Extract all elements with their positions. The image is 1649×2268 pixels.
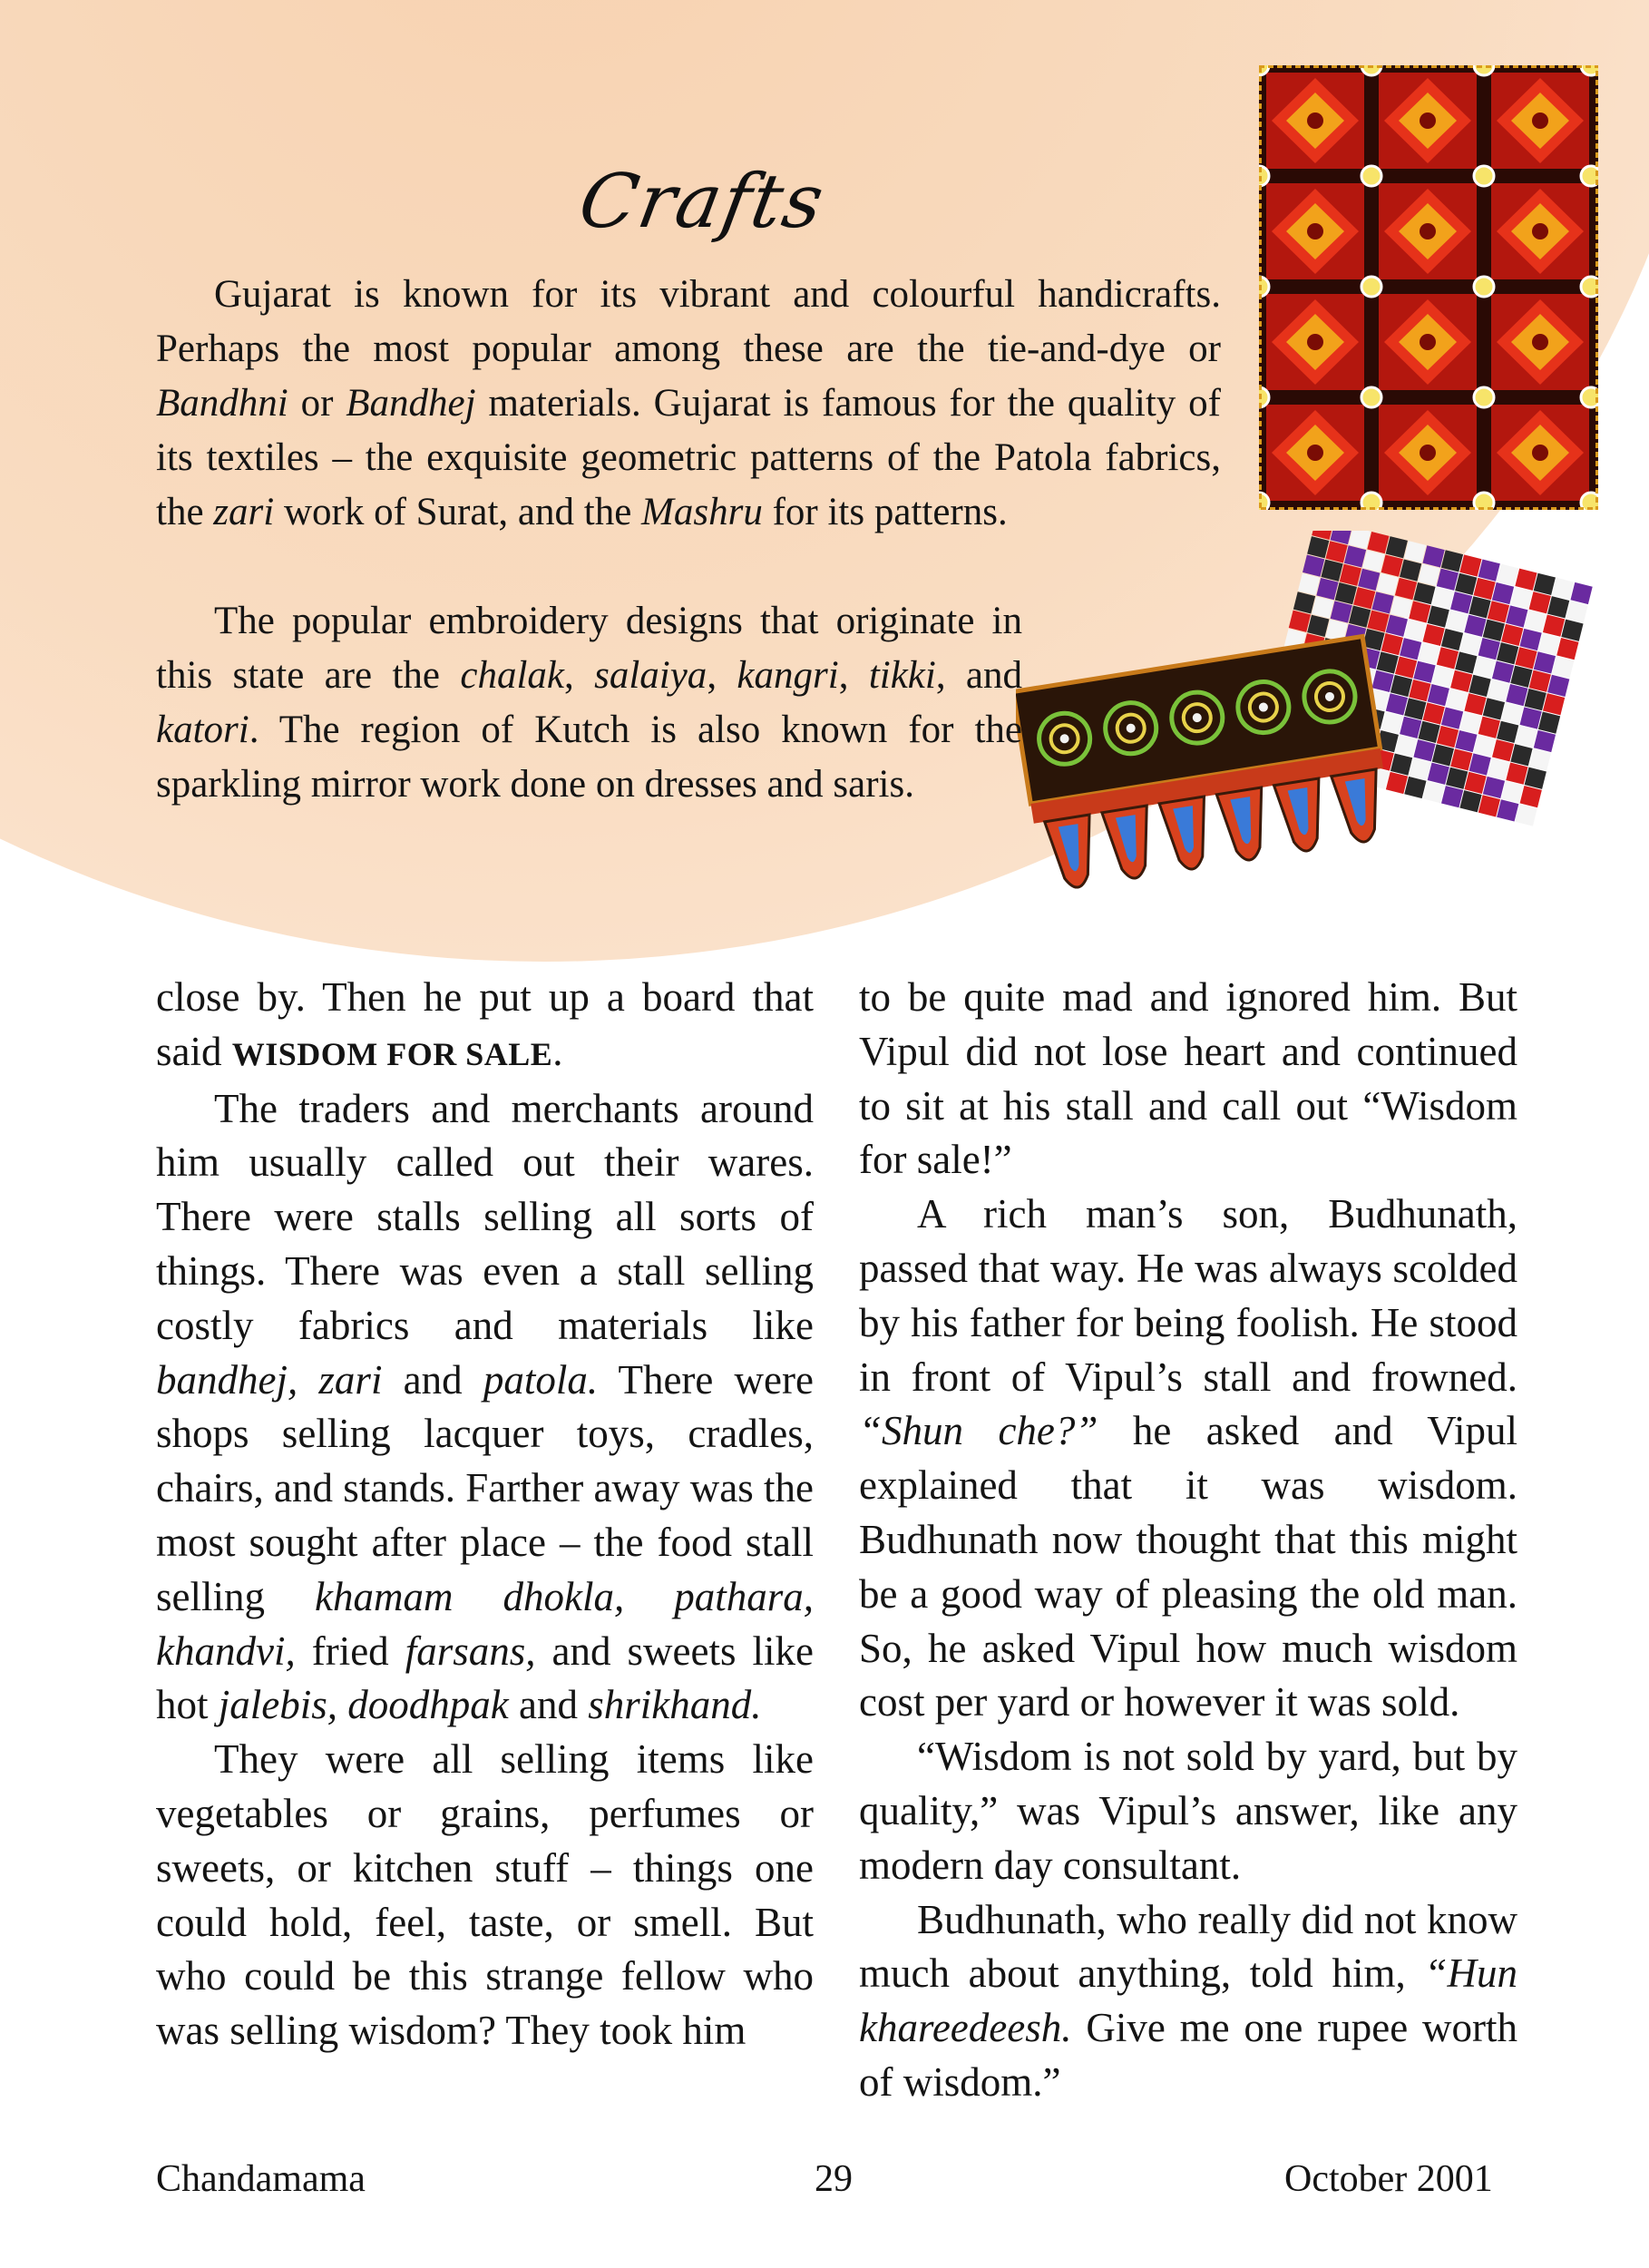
footer-publication-name: Chandamama	[156, 2158, 366, 2200]
mirror-work-embroidery-image	[1259, 65, 1598, 510]
crafts-p2-kangri: kangri	[737, 654, 839, 697]
crafts-p2-text-b: . The region of Kutch is also known for the sparkling mirror work done on dresses and saris.	[156, 709, 1022, 806]
story-left-p2-sweets: and sweets like hot	[156, 1628, 814, 1728]
crafts-p2-katori: katori	[156, 709, 249, 751]
crafts-p2-salaiya: salaiya	[594, 654, 707, 697]
story-right-paragraph-1	[859, 971, 1517, 1188]
footer-issue-date: October 2001	[1284, 2158, 1493, 2200]
crafts-p1-text-d: work of Surat, and the	[274, 491, 642, 533]
crafts-paragraph-2	[156, 594, 1022, 812]
footer-page-number: 29	[815, 2158, 853, 2200]
crafts-title: Crafts	[572, 159, 832, 245]
story-left-p2-farsans: farsans,	[405, 1628, 536, 1674]
story-left-p2-jalebis: jalebis, doodhpak	[218, 1682, 509, 1728]
story-left-paragraph-1	[156, 971, 814, 1082]
story-right-p2-text-a: A rich man’s son, Budhunath, passed that way. He was always scolded by his father for being foolish. He stood in front of Vipul’s stall and frowned.	[859, 1191, 1517, 1400]
crafts-p2-chalak: chalak	[460, 654, 564, 697]
story-left-p2-dhokla: khamam dhokla, pathara, khandvi,	[156, 1573, 814, 1674]
story-right-p4-text-a: Budhunath, who really did not know much about anything, told him,	[859, 1896, 1517, 1997]
crafts-p1-bandhej: Bandhej	[346, 382, 476, 425]
story-right-paragraph-2	[859, 1188, 1517, 1730]
story-right-p2-shun-che: “Shun che?”	[859, 1408, 1098, 1454]
crafts-p1-text-e: for its patterns.	[762, 491, 1008, 533]
story-left-p2-bandhej-zari: bandhej, zari	[156, 1356, 383, 1403]
crafts-p2-and: , and	[935, 654, 1023, 697]
crafts-p1-mashru: Mashru	[641, 491, 763, 533]
story-right-p4-text-b: Give me one rupee worth of wisdom.”	[859, 2005, 1517, 2105]
story-left-p3-text: They were all selling items like vegetables or grains, perfumes or sweets, or kitchen stuff – things one could hold, feel, taste, or smell. But who could be this strange fellow who was selling wisdom? They took him	[156, 1736, 814, 2054]
story-left-p2-and-2: and	[508, 1682, 589, 1728]
story-right-p2-text-b: he asked and Vipul explained that it was wisdom. Budhunath now thought that this might be a good way of pleasing the old man. So, he asked Vipul how much wisdom cost per yard or however it was sold.	[859, 1408, 1517, 1725]
story-right-paragraph-4	[859, 1893, 1517, 2110]
story-right-p3-text: “Wisdom is not sold by yard, but by quality,” was Vipul’s answer, like any modern day consultant.	[859, 1734, 1517, 1888]
story-left-p2-shrikhand: shrikhand.	[588, 1682, 762, 1728]
story-left-p2-text-a: The traders and merchants around him usually called out their wares. There were stalls selling all sorts of things. There was even a stall selling costly fabrics and materials like	[156, 1085, 814, 1348]
story-left-p2-fried: fried	[295, 1628, 405, 1674]
crafts-p2-text-a: The popular embroidery designs that originate in this state are the	[156, 600, 1022, 697]
crafts-p2-tikki: tikki	[868, 654, 936, 697]
crafts-p1-text-c: materials. Gujarat is famous for the quality of its textiles – the exquisite geometric patterns of the Patola fabrics, the	[156, 382, 1221, 533]
wisdom-for-sale-sign: WISDOM FOR SALE	[231, 1035, 553, 1072]
crafts-p1-bandhni: Bandhni	[156, 382, 288, 425]
crafts-p2-comma-1: ,	[563, 654, 595, 697]
story-right-p4-hun-khareedeesh: “Hun khareedeesh.	[859, 1950, 1517, 2051]
story-left-p2-patola: patola.	[483, 1356, 599, 1403]
story-left-p2-and: and	[382, 1356, 483, 1403]
crafts-paragraph-1	[156, 268, 1221, 540]
story-right-paragraph-3	[859, 1730, 1517, 1892]
story-left-p1-period: .	[552, 1028, 563, 1074]
story-right-p1-text: to be quite mad and ignored him. But Vipul did not lose heart and continued to sit at his stall and call out “Wisdom for sale!”	[859, 974, 1517, 1183]
story-column-left	[156, 971, 814, 2058]
crafts-p1-zari: zari	[213, 491, 275, 533]
crafts-p1-text-b: or	[288, 382, 346, 425]
story-left-paragraph-2	[156, 1082, 814, 1734]
story-left-paragraph-3	[156, 1733, 814, 2058]
crafts-p1-text-a: Gujarat is known for its vibrant and colourful handicrafts. Perhaps the most popular among these are the tie-and-dye or	[156, 273, 1221, 370]
story-left-p2-text-b: There were shops selling lacquer toys, cradles, chairs, and stands. Farther away was the most sought after place – the food stall selling	[156, 1356, 814, 1619]
story-left-p1-text: close by. Then he put up a board that said	[156, 974, 814, 1074]
embroidered-toran-image	[1016, 617, 1397, 889]
crafts-p2-comma-2: ,	[707, 654, 737, 697]
story-column-right	[859, 971, 1517, 2110]
crafts-p2-comma-3: ,	[838, 654, 869, 697]
